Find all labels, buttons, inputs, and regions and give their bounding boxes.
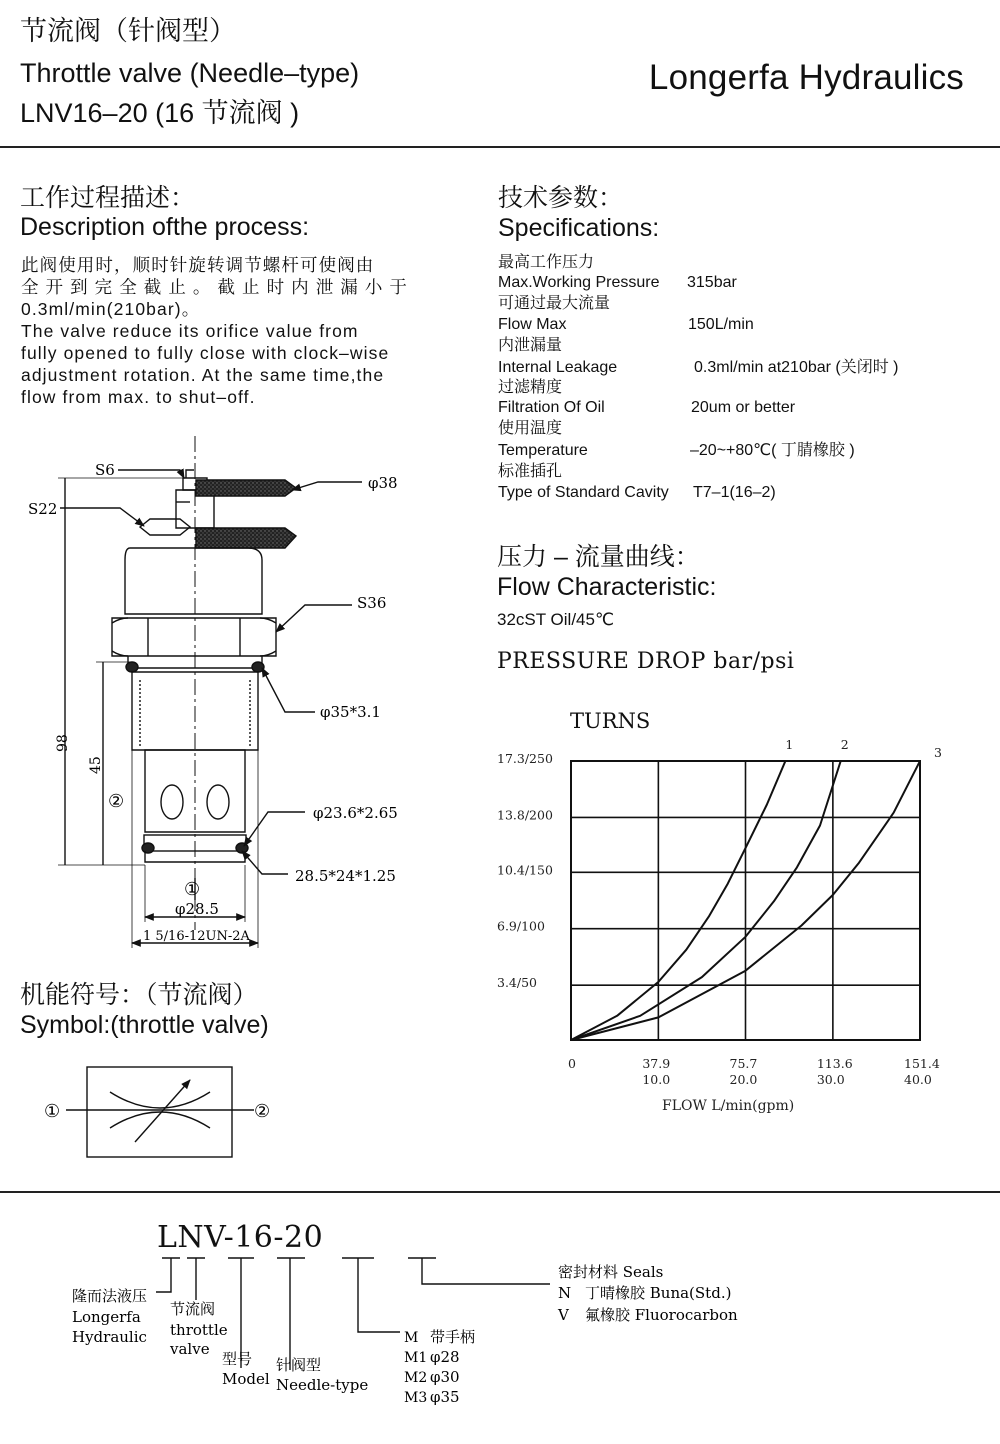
valve-drawing [0,430,460,960]
symbol-port-1: ① [44,1101,61,1122]
y-tick-label: 3.4/50 [497,975,537,991]
spec-row-value: 20um or better [691,399,796,416]
model-cn-label: 型号 [222,1350,253,1368]
spec-row-en: Temperature [498,442,588,459]
spec-row-value: 0.3ml/min at210bar (关闭时 ) [694,359,899,376]
series-label: 1 [785,737,794,752]
description-heading-cn: 工作过程描述： [20,184,196,212]
x-tick-sublabel: 20.0 [729,1072,758,1087]
label-oring-23: φ23.6*2.65 [313,804,398,822]
brand-en-label: Longerfa [72,1308,141,1326]
symbol-port-2: ② [254,1101,271,1122]
type-en-label: throttle [170,1321,228,1339]
specs-heading-en: Specifications: [498,214,660,242]
spec-row-en: Internal Leakage [498,359,618,376]
ordering-leaders [0,1250,1000,1440]
series-label: 3 [934,745,942,760]
handle-desc: φ30 [430,1368,460,1386]
chart-y-tick-labels [497,751,553,990]
throttle-symbol [40,1062,290,1162]
y-tick-label: 6.9/100 [497,918,545,934]
x-tick-sublabel: 30.0 [816,1072,845,1087]
seal-code: N [558,1284,572,1302]
label-port-2: ② [108,791,125,812]
flow-curve-2 [571,761,841,1040]
handle-code: M [404,1330,419,1346]
label-dim-98: 98 [55,734,71,752]
brand-name: Longerfa Hydraulics [648,58,964,97]
y-tick-label: 17.3/250 [497,751,553,766]
ordering-divider [0,1191,1000,1193]
oil-condition: 32cST Oil/45℃ [497,610,615,629]
brand-cn-label: 隆而法液压 [72,1287,148,1305]
x-tick-label: 75.7 [729,1056,758,1071]
header-divider [0,146,1000,148]
flow-heading-en: Flow Characteristic: [497,573,717,601]
spec-row-value: –20~+80℃( 丁腈橡胶 ) [690,442,855,459]
type-en-label: valve [170,1340,210,1358]
y-tick-label: 10.4/150 [497,862,553,878]
description-line: 此阀使用时，顺时针旋转调节螺杆可使阀由 [21,255,375,275]
spec-row-value: 315bar [687,274,737,291]
seal-code: V [558,1306,569,1324]
spec-row-value: T7–1(16–2) [693,484,776,501]
label-s36: S36 [357,594,387,612]
handle-desc: 带手柄 [430,1328,476,1346]
model-en-label: Model [222,1370,270,1388]
specs-heading-cn: 技术参数： [498,184,624,212]
label-thread: 1 5/16-12UN-2A [143,929,250,944]
label-oring-35: φ35*3.1 [320,703,381,721]
flow-curve-1 [571,761,785,1040]
model-line: LNV16–20 (16 节流阀 ) [20,98,300,128]
description-text [21,254,408,408]
label-dim-45: 45 [88,756,104,774]
description-heading-en: Description ofthe process: [20,213,310,241]
handle-code: M2 [404,1370,428,1386]
spec-row-cn: 内泄漏量 [498,337,563,354]
x-tick-label: 0 [568,1056,576,1071]
label-d285: φ28.5 [175,900,219,918]
handle-knurl [196,528,296,548]
x-tick-label: 151.4 [904,1056,940,1071]
label-port-1: ① [184,879,201,900]
symbol-heading-cn: 机能符号：（节流阀） [20,981,258,1009]
needle-en-label: Needle-type [276,1376,369,1394]
symbol-heading-en: Symbol:(throttle valve) [20,1011,269,1039]
handle-desc: φ35 [430,1388,460,1406]
pressure-drop-title: PRESSURE DROP bar/psi [497,649,795,674]
label-backup-ring: 28.5*24*1.25 [295,867,396,885]
spec-row-en: Filtration Of Oil [498,399,605,416]
spec-row-en: Max.Working Pressure [498,274,660,291]
x-tick-sublabel: 10.0 [642,1072,671,1087]
spec-row-cn: 标准插孔 [498,463,563,480]
spec-row-en: Flow Max [498,316,567,333]
description-line: flow from max. to shut–off. [21,387,256,407]
brand-en-label: Hydraulic [72,1328,147,1346]
y-tick-label: 13.8/200 [497,807,553,823]
description-line: fully opened to fully close with clock–wise [21,343,390,363]
seal-desc: 氟橡胶 Fluorocarbon [585,1306,738,1324]
label-d38: φ38 [368,474,398,492]
title-cn: 节流阀（针阀型） [20,16,236,46]
label-s22: S22 [28,500,58,518]
type-cn-label: 节流阀 [170,1300,216,1318]
x-tick-label: 113.6 [816,1056,853,1071]
chart-x-tick-labels [568,1056,940,1087]
description-line: 0.3ml/min(210bar)。 [21,299,201,319]
handle-knurl [196,480,296,496]
label-s6: S6 [95,461,115,479]
x-tick-label: 37.9 [642,1056,671,1071]
spec-row-value: 150L/min [688,316,754,333]
handle-code: M3 [404,1390,428,1406]
spec-row-cn: 过滤精度 [498,379,563,396]
handle-desc: φ28 [430,1348,460,1366]
turns-title: TURNS [570,709,651,733]
description-line: adjustment rotation. At the same time,the [21,365,385,385]
ordering-code: LNV-16-20 [157,1220,324,1255]
chart-grid [571,761,920,1040]
spec-row-cn: 可通过最大流量 [498,295,611,312]
flow-heading-cn: 压力 – 流量曲线： [497,543,700,571]
flow-chart [470,730,980,1120]
spec-row-cn: 最高工作压力 [498,254,595,271]
spec-row-en: Type of Standard Cavity [498,484,669,501]
series-label: 2 [840,737,849,752]
needle-cn-label: 针阀型 [276,1356,322,1374]
seals-title: 密封材料 Seals [558,1263,664,1281]
description-line: The valve reduce its orifice value from [21,321,359,341]
seal-desc: 丁晴橡胶 Buna(Std.) [585,1284,732,1302]
handle-code: M1 [404,1350,428,1366]
flow-axis-title: FLOW L/min(gpm) [662,1098,795,1114]
x-tick-sublabel: 40.0 [904,1072,932,1087]
description-line: 全 开 到 完 全 截 止 。 截 止 时 内 泄 漏 小 于 [21,277,409,297]
chart-series-labels [785,737,942,760]
title-en: Throttle valve (Needle–type) [20,58,360,88]
spec-row-cn: 使用温度 [498,420,563,437]
